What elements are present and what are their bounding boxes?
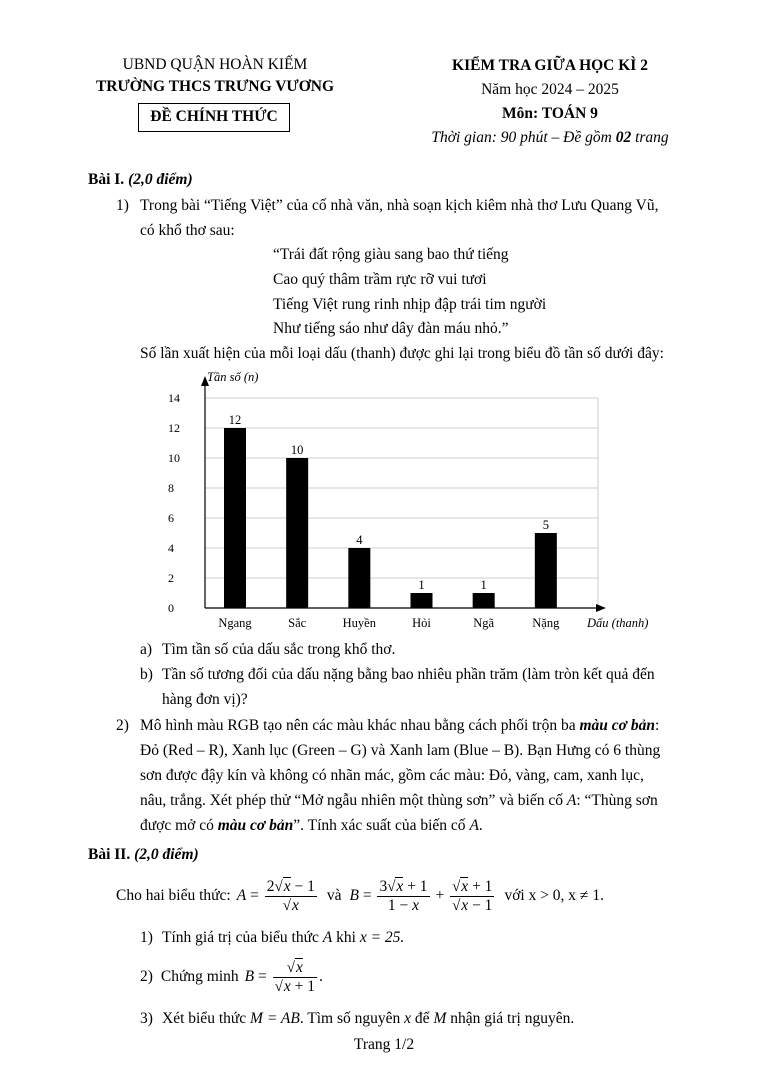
bar-value-label: 1 bbox=[418, 578, 425, 592]
bai2-intro: Cho hai biểu thức: bbox=[116, 887, 231, 904]
x-tick-label: Ngã bbox=[473, 616, 495, 630]
bai1-points: (2,0 điểm) bbox=[128, 171, 193, 188]
bar bbox=[411, 593, 433, 608]
x-tick-label: Huyền bbox=[342, 616, 376, 630]
y-tick-label: 6 bbox=[168, 511, 174, 525]
bai1-q2-line1: Mô hình màu RGB tạo nên các màu khác nhau bằng cách phối trộn ba màu cơ bản: bbox=[140, 717, 660, 734]
bar bbox=[224, 428, 246, 608]
bai2-q2-num: 2) bbox=[140, 968, 153, 985]
y-tick-label: 4 bbox=[168, 541, 174, 555]
bai2-title: Bài II. bbox=[88, 846, 131, 863]
bai2-q3: Xét biểu thức M = AB. Tìm số nguyên x để M nhận giá trị nguyên. bbox=[162, 1010, 575, 1027]
bai1-qb-label: b) bbox=[140, 666, 153, 683]
bar bbox=[348, 548, 370, 608]
poem-line-3: Tiếng Việt rung rinh nhịp đập trái tim người bbox=[273, 296, 547, 313]
school-name: TRƯỜNG THCS TRƯNG VƯƠNG bbox=[95, 78, 335, 95]
expr-a: A = $\frac{2√x - 1}{√x}$ bbox=[236, 877, 315, 914]
bai2-points: (2,0 điểm) bbox=[134, 846, 199, 863]
basic-color-term: màu cơ bản bbox=[579, 717, 655, 734]
y-tick-label: 8 bbox=[168, 481, 174, 495]
bai1-q1-line1: Trong bài “Tiếng Việt” của cố nhà văn, nhà soạn kịch kiêm nhà thơ Lưu Quang Vũ, bbox=[140, 197, 659, 214]
bai1-q2-line4: nâu, trắng. Xét phép thử “Mở ngẫu nhiên một thùng sơn” và biến cố A: “Thùng sơn bbox=[140, 792, 658, 809]
school-year: Năm học 2024 – 2025 bbox=[481, 81, 619, 98]
frequency-bar-chart bbox=[160, 368, 670, 638]
chart-intro: Số lần xuất hiện của mỗi loại dấu (thanh) được ghi lại trong biểu đồ tần số dưới đây: bbox=[140, 345, 664, 362]
y-tick-label: 12 bbox=[168, 421, 180, 435]
bai1-title: Bài I. bbox=[88, 171, 125, 188]
bai1-qa: Tìm tần số của dấu sắc trong khổ thơ. bbox=[162, 641, 396, 658]
header-right bbox=[400, 54, 700, 150]
bar-value-label: 1 bbox=[480, 578, 487, 592]
bai1-q1-line2: có khổ thơ sau: bbox=[140, 222, 235, 239]
bar-value-label: 12 bbox=[228, 413, 242, 427]
y-tick-label: 10 bbox=[168, 451, 180, 465]
bar bbox=[473, 593, 495, 608]
x-tick-label: Nặng bbox=[532, 616, 560, 630]
bai1-q1-num: 1) bbox=[116, 197, 129, 214]
exam-time: Thời gian: 90 phút – Đề gồm 02 trang bbox=[431, 129, 669, 146]
x-tick-label: Sắc bbox=[288, 616, 307, 630]
bai2-expressions bbox=[116, 874, 604, 918]
bai1-q2-num: 2) bbox=[116, 717, 129, 734]
x-axis-label: Dấu (thanh) bbox=[587, 616, 649, 630]
bai1-q2-line3: sơn được đậy kín và không có nhãn mác, gồm các màu: Đỏ, vàng, cam, xanh lục, bbox=[140, 767, 644, 784]
y-axis-label: Tần số (n) bbox=[207, 370, 259, 384]
district-name: UBND QUẬN HOÀN KIẾM bbox=[122, 56, 308, 73]
bai1-qb-line1: Tần số tương đối của dấu nặng bằng bao nhiêu phần trăm (làm tròn kết quả đến bbox=[162, 666, 655, 683]
bai2-q3-num: 3) bbox=[140, 1010, 153, 1027]
bai1-q2-line2: Đỏ (Red – R), Xanh lục (Green – G) và Xanh lam (Blue – B). Bạn Hưng có 6 thùng bbox=[140, 742, 661, 759]
y-tick-label: 2 bbox=[168, 571, 174, 585]
bar-value-label: 5 bbox=[542, 518, 549, 532]
y-tick-label: 0 bbox=[168, 601, 174, 615]
poem-line-1: “Trái đất rộng giàu sang bao thứ tiếng bbox=[273, 246, 509, 263]
x-axis-arrow bbox=[596, 604, 606, 612]
subject: Môn: TOÁN 9 bbox=[502, 105, 598, 122]
bai2-q1: Tính giá trị của biểu thức A khi x = 25. bbox=[162, 929, 405, 946]
exam-title: KIỂM TRA GIỮA HỌC KÌ 2 bbox=[452, 57, 648, 74]
condition: với x > 0, x ≠ 1. bbox=[504, 887, 604, 904]
bar-value-label: 4 bbox=[356, 533, 363, 547]
x-tick-label: Hỏi bbox=[412, 616, 431, 630]
bar bbox=[286, 458, 308, 608]
bai2-q2: 2) Chứng minh B = $\frac{√x}{√x + 1}$ . bbox=[140, 958, 323, 995]
poem-line-4: Như tiếng sáo như dây đàn máu nhỏ.” bbox=[273, 320, 509, 337]
poem-line-2: Cao quý thâm trầm rực rỡ vui tươi bbox=[273, 271, 487, 288]
expr-b-proof: B = $\frac{√x}{√x + 1}$ . bbox=[244, 958, 323, 995]
and-word: và bbox=[326, 887, 342, 904]
bai2-heading bbox=[88, 846, 199, 864]
bai1-qb-line2: hàng đơn vị)? bbox=[162, 691, 248, 708]
bai1-q2-line5: được mở có màu cơ bản”. Tính xác suất của biến cố A. bbox=[140, 817, 483, 834]
expr-b: B = $\frac{3√x + 1}{1 - x}$ + $\frac{√x + 1}{√x - 1}$ bbox=[349, 877, 493, 914]
bai1-heading bbox=[88, 171, 193, 189]
bai2-q1-num: 1) bbox=[140, 929, 153, 946]
bai1-qa-label: a) bbox=[140, 641, 153, 658]
bar-value-label: 10 bbox=[290, 443, 304, 457]
x-tick-label: Ngang bbox=[218, 616, 252, 630]
y-tick-label: 14 bbox=[168, 391, 180, 405]
header-left bbox=[95, 54, 335, 98]
bar bbox=[535, 533, 557, 608]
official-label: ĐỀ CHÍNH THỨC bbox=[150, 108, 278, 125]
page-number: Trang 1/2 bbox=[353, 1036, 415, 1053]
official-badge bbox=[138, 103, 290, 132]
